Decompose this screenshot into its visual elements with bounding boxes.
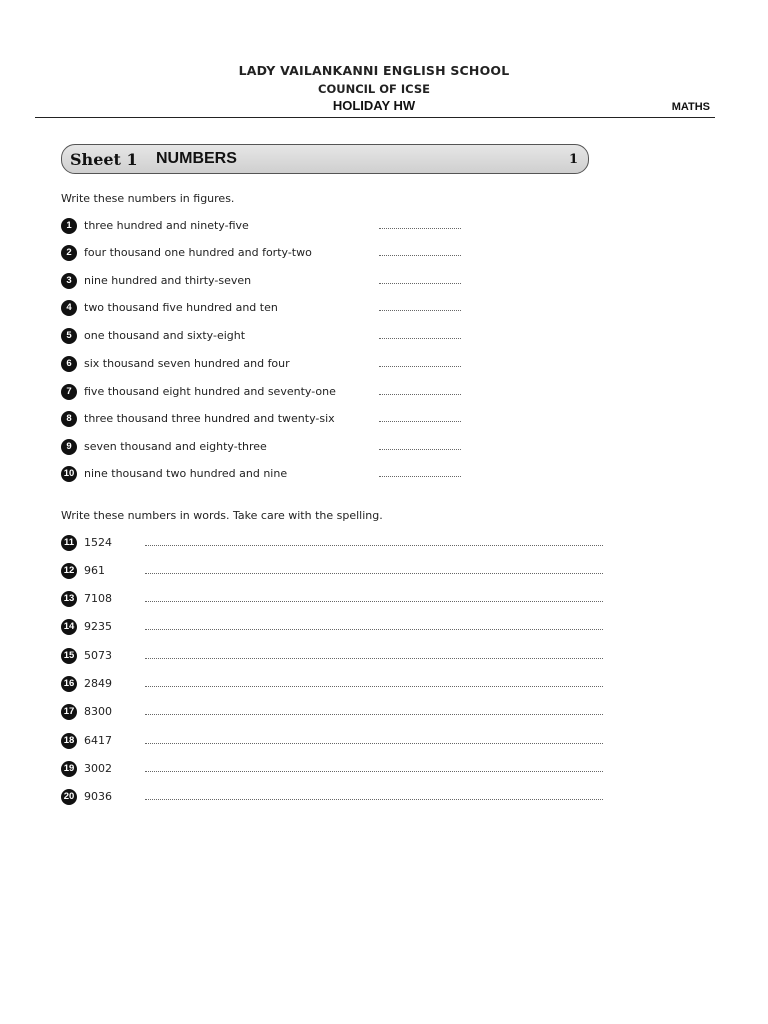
question-number-badge: 2 (61, 245, 77, 261)
question-number-value: 9036 (84, 790, 112, 803)
question-number-badge: 16 (61, 676, 77, 692)
question-text: six thousand seven hundred and four (84, 357, 290, 370)
question-number-value: 9235 (84, 620, 112, 633)
question-text: four thousand one hundred and forty-two (84, 246, 312, 259)
answer-line (379, 449, 461, 450)
question-row (61, 648, 621, 665)
question-text: seven thousand and eighty-three (84, 440, 267, 453)
question-number-value: 7108 (84, 592, 112, 605)
answer-line (145, 799, 603, 800)
question-row (61, 466, 621, 483)
question-number-value: 5073 (84, 649, 112, 662)
question-number-badge: 5 (61, 328, 77, 344)
answer-line (379, 394, 461, 395)
question-number-value: 6417 (84, 734, 112, 747)
answer-line (379, 476, 461, 477)
question-number-badge: 17 (61, 704, 77, 720)
answer-line (145, 771, 603, 772)
question-row (61, 619, 621, 636)
question-row (61, 300, 621, 317)
answer-line (145, 629, 603, 630)
question-text: nine thousand two hundred and nine (84, 467, 288, 480)
question-number-badge: 4 (61, 300, 77, 316)
answer-line (145, 545, 603, 546)
question-row (61, 384, 621, 401)
sheet-label: Sheet 1 (70, 150, 138, 169)
question-row (61, 439, 621, 456)
question-row (61, 245, 621, 262)
question-row (61, 591, 621, 608)
question-number-badge: 1 (61, 218, 77, 234)
question-text: one thousand and sixty-eight (84, 329, 246, 342)
school-name: LADY VAILANKANNI ENGLISH SCHOOL (238, 63, 510, 78)
question-number-badge: 11 (61, 535, 77, 551)
answer-line (379, 228, 461, 229)
question-number-badge: 7 (61, 384, 77, 400)
answer-line (145, 573, 603, 574)
question-number-value: 2849 (84, 677, 112, 690)
question-number-value: 3002 (84, 762, 112, 775)
question-row (61, 328, 621, 345)
question-number-badge: 14 (61, 619, 77, 635)
subject-label: MATHS (671, 101, 710, 113)
answer-line (379, 310, 461, 311)
question-row (61, 218, 621, 235)
answer-line (145, 743, 603, 744)
answer-line (379, 338, 461, 339)
answer-line (145, 714, 603, 715)
sheet-title: NUMBERS (156, 150, 237, 167)
question-text: nine hundred and thirty-seven (84, 274, 252, 287)
answer-line (145, 601, 603, 602)
question-number-badge: 13 (61, 591, 77, 607)
header-rule (35, 117, 715, 118)
question-row (61, 356, 621, 373)
question-number-value: 1524 (84, 536, 112, 549)
question-number-badge: 6 (61, 356, 77, 372)
answer-line (379, 283, 461, 284)
question-row (61, 676, 621, 693)
question-number-badge: 19 (61, 761, 77, 777)
question-number-badge: 8 (61, 411, 77, 427)
question-number-badge: 20 (61, 789, 77, 805)
question-number-badge: 15 (61, 648, 77, 664)
answer-line (145, 658, 603, 659)
answer-line (379, 255, 461, 256)
sheet-page-number: 1 (568, 152, 578, 167)
question-number-badge: 12 (61, 563, 77, 579)
question-number-value: 8300 (84, 705, 112, 718)
question-number-badge: 18 (61, 733, 77, 749)
section2-instruction: Write these numbers in words. Take care with the spelling. (61, 509, 383, 522)
council-name: COUNCIL OF ICSE (318, 82, 430, 96)
homework-title: HOLIDAY HW (332, 98, 416, 113)
question-number-badge: 3 (61, 273, 77, 289)
answer-line (379, 366, 461, 367)
question-row (61, 789, 621, 806)
question-number-badge: 10 (61, 466, 77, 482)
question-row (61, 563, 621, 580)
question-row (61, 411, 621, 428)
question-row (61, 733, 621, 750)
question-row (61, 273, 621, 290)
question-text: three hundred and ninety-five (84, 219, 249, 232)
question-number-value: 961 (84, 564, 105, 577)
question-text: five thousand eight hundred and seventy-one (84, 385, 336, 398)
answer-line (379, 421, 461, 422)
answer-line (145, 686, 603, 687)
question-row (61, 704, 621, 721)
section1-instruction: Write these numbers in figures. (61, 192, 235, 205)
question-number-badge: 9 (61, 439, 77, 455)
question-row (61, 535, 621, 552)
question-row (61, 761, 621, 778)
sheet-banner (61, 144, 589, 174)
question-text: three thousand three hundred and twenty-six (84, 412, 335, 425)
question-text: two thousand five hundred and ten (84, 301, 278, 314)
